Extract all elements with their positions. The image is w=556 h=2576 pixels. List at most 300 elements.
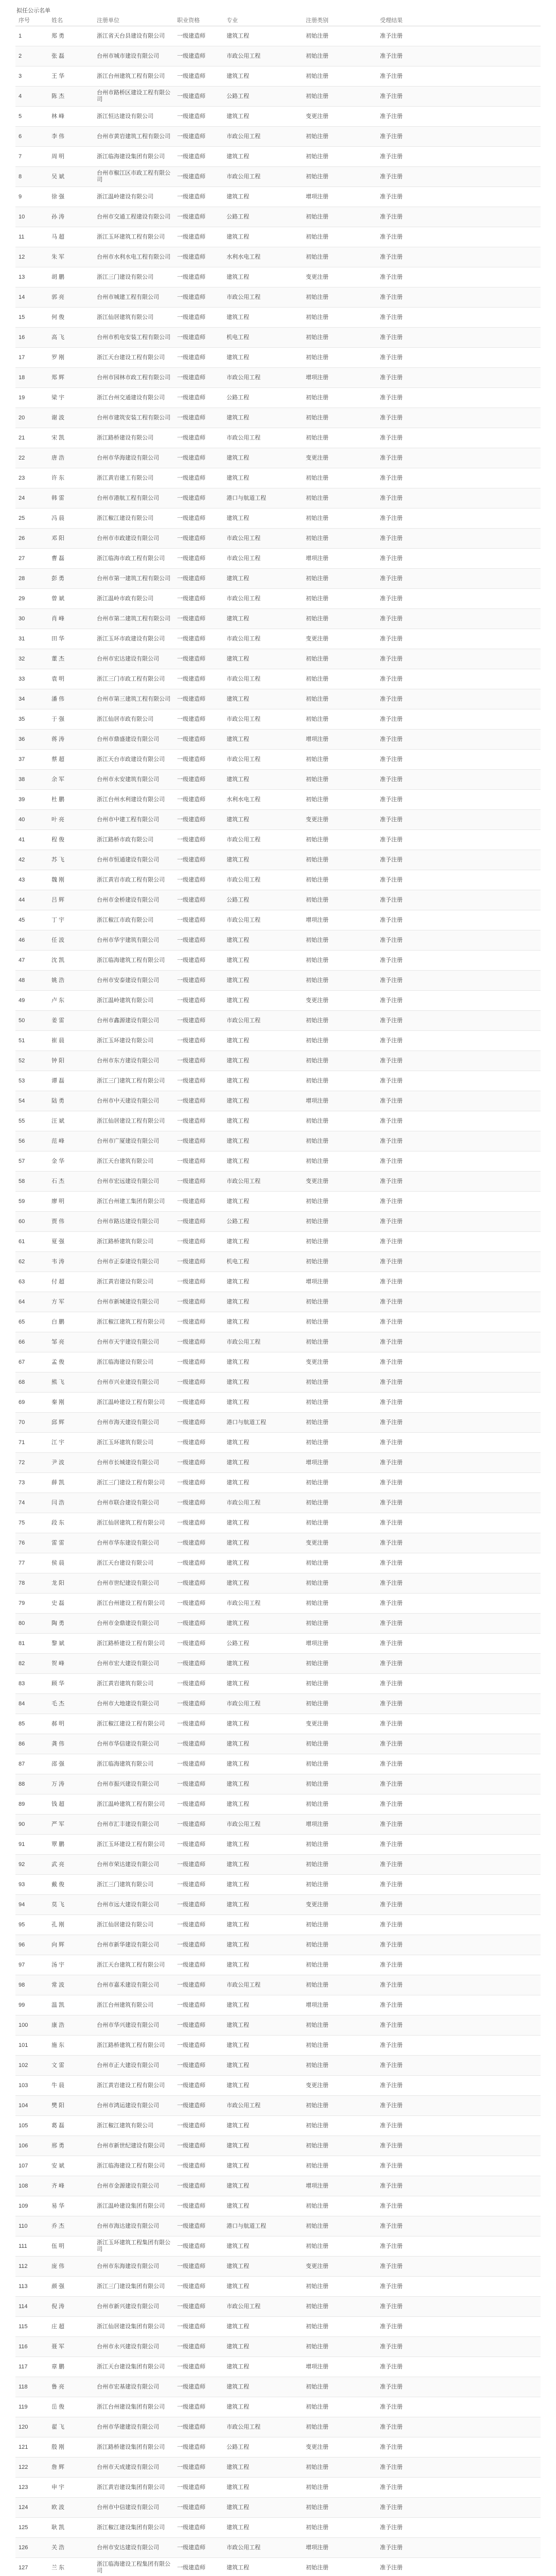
table-cell: 初始注册 <box>303 1031 377 1051</box>
table-cell: 127 <box>15 2558 48 2576</box>
table-cell: 市政公用工程 <box>223 549 303 569</box>
table-cell: 建筑工程 <box>223 1774 303 1794</box>
table-cell: 30 <box>15 609 48 629</box>
table-cell: 市政公用工程 <box>223 1975 303 1995</box>
table-row <box>15 589 541 609</box>
table-cell: 建筑工程 <box>223 1614 303 1634</box>
table-cell: 初始注册 <box>303 589 377 609</box>
table-cell: 122 <box>15 2458 48 2478</box>
table-cell: 初始注册 <box>303 1774 377 1794</box>
table-row <box>15 2277 541 2297</box>
table-cell: 初始注册 <box>303 488 377 509</box>
table-cell: 41 <box>15 830 48 850</box>
table-cell: 112 <box>15 2257 48 2277</box>
table-cell: 建筑工程 <box>223 1111 303 1131</box>
table-cell: 钱 超 <box>48 1794 94 1815</box>
table-cell: 准予注册 <box>377 870 541 890</box>
table-cell: 肖 峰 <box>48 609 94 629</box>
table-cell: 台州市路达建设有限公司 <box>94 1212 174 1232</box>
table-cell: 建筑工程 <box>223 1935 303 1955</box>
table-cell: 初始注册 <box>303 167 377 187</box>
table-cell: 马 超 <box>48 227 94 247</box>
table-cell: 市政公用工程 <box>223 669 303 689</box>
table-cell: 准予注册 <box>377 1312 541 1332</box>
table-row <box>15 810 541 830</box>
table-cell: 准予注册 <box>377 2518 541 2538</box>
table-cell: 准予注册 <box>377 1393 541 1413</box>
table-cell: 台州市新华建设有限公司 <box>94 1935 174 1955</box>
table-cell: 台州市联合建设有限公司 <box>94 1493 174 1513</box>
table-cell: 准予注册 <box>377 2437 541 2458</box>
table-cell: 10 <box>15 207 48 227</box>
table-cell: 准予注册 <box>377 2277 541 2297</box>
table-cell: 初始注册 <box>303 2377 377 2397</box>
table-cell: 准予注册 <box>377 1513 541 1533</box>
table-cell: 浙江玉环建设有限公司 <box>94 1031 174 1051</box>
table-cell: 准予注册 <box>377 569 541 589</box>
table-row <box>15 488 541 509</box>
table-cell: 准予注册 <box>377 1031 541 1051</box>
table-cell: 台州市华兴建设有限公司 <box>94 2015 174 2036</box>
table-cell: 市政公用工程 <box>223 1694 303 1714</box>
table-row <box>15 2498 541 2518</box>
table-cell: 准予注册 <box>377 2096 541 2116</box>
table-cell: 浙江温岭建设有限公司 <box>94 187 174 207</box>
table-row <box>15 850 541 870</box>
table-cell: 准予注册 <box>377 1674 541 1694</box>
table-cell: 建筑工程 <box>223 1674 303 1694</box>
table-cell: 初始注册 <box>303 1835 377 1855</box>
table-cell: 24 <box>15 488 48 509</box>
table-cell: 准予注册 <box>377 2076 541 2096</box>
table-cell: 浙江天台建筑工程有限公司 <box>94 1955 174 1975</box>
table-cell: 初始注册 <box>303 227 377 247</box>
table-cell: 80 <box>15 1614 48 1634</box>
table-row <box>15 2317 541 2337</box>
table-cell: 一级建造师 <box>174 1694 223 1714</box>
table-row <box>15 1855 541 1875</box>
table-cell: 台州市华东建设有限公司 <box>94 1533 174 1553</box>
table-cell: 市政公用工程 <box>223 589 303 609</box>
table-cell: 郝 明 <box>48 1714 94 1734</box>
table-cell: 92 <box>15 1855 48 1875</box>
table-cell: 61 <box>15 1232 48 1252</box>
table-cell: 增项注册 <box>303 1091 377 1111</box>
table-cell: 准予注册 <box>377 1071 541 1091</box>
table-cell: 准予注册 <box>377 147 541 167</box>
table-cell: 建筑工程 <box>223 1513 303 1533</box>
table-cell: 准予注册 <box>377 1232 541 1252</box>
table-cell: 25 <box>15 509 48 529</box>
table-cell: 建筑工程 <box>223 2397 303 2417</box>
table-cell: 汪 斌 <box>48 1111 94 1131</box>
table-cell: 市政公用工程 <box>223 870 303 890</box>
table-cell: 建筑工程 <box>223 951 303 971</box>
table-cell: 初始注册 <box>303 1252 377 1272</box>
table-row <box>15 750 541 770</box>
table-cell: 一级建造师 <box>174 2236 223 2257</box>
table-cell: 台州市宏大建设有限公司 <box>94 1654 174 1674</box>
table-cell: 建筑工程 <box>223 1131 303 1151</box>
table-cell: 姚 浩 <box>48 971 94 991</box>
table-cell: 变更注册 <box>303 2257 377 2277</box>
table-row <box>15 1654 541 1674</box>
table-cell: 庞 伟 <box>48 2257 94 2277</box>
table-cell: 一级建造师 <box>174 1051 223 1071</box>
table-cell: 浙江玉环建设工程有限公司 <box>94 1835 174 1855</box>
table-cell: 建筑工程 <box>223 1955 303 1975</box>
table-cell: 台州市第三建筑工程有限公司 <box>94 689 174 709</box>
table-cell: 市政公用工程 <box>223 1815 303 1835</box>
table-row <box>15 649 541 669</box>
column-header: 注册类别 <box>303 15 377 26</box>
table-cell: 准予注册 <box>377 2538 541 2558</box>
table-row <box>15 2337 541 2357</box>
table-cell: 葛 磊 <box>48 2116 94 2136</box>
table-cell: 一级建造师 <box>174 629 223 649</box>
table-cell: 公路工程 <box>223 388 303 408</box>
table-cell: 准予注册 <box>377 46 541 66</box>
table-cell: 准予注册 <box>377 1835 541 1855</box>
table-row <box>15 1573 541 1594</box>
table-cell: 67 <box>15 1352 48 1372</box>
table-cell: 姜 雷 <box>48 1011 94 1031</box>
table-cell: 台州市宏远建设有限公司 <box>94 1172 174 1192</box>
table-cell: 建筑工程 <box>223 2116 303 2136</box>
table-cell: 公路工程 <box>223 1212 303 1232</box>
table-cell: 124 <box>15 2498 48 2518</box>
table-cell: 一级建造师 <box>174 428 223 448</box>
table-row <box>15 1453 541 1473</box>
table-cell: 准予注册 <box>377 2397 541 2417</box>
table-cell: 一级建造师 <box>174 2518 223 2538</box>
table-cell: 变更注册 <box>303 267 377 287</box>
table-cell: 准予注册 <box>377 1694 541 1714</box>
table-cell: 建筑工程 <box>223 1533 303 1553</box>
table-cell: 鲁 亮 <box>48 2377 94 2397</box>
table-cell: 宋 凯 <box>48 428 94 448</box>
table-cell: 尹 波 <box>48 1453 94 1473</box>
table-cell: 一级建造师 <box>174 2337 223 2357</box>
table-cell: 台州市正大建设有限公司 <box>94 2056 174 2076</box>
table-cell: 准予注册 <box>377 1794 541 1815</box>
table-cell: 建筑工程 <box>223 2357 303 2377</box>
table-cell: 浙江三门建筑工程有限公司 <box>94 1071 174 1091</box>
table-cell: 准予注册 <box>377 167 541 187</box>
table-cell: 建筑工程 <box>223 1372 303 1393</box>
table-cell: 覃 鹏 <box>48 1835 94 1855</box>
table-cell: 建筑工程 <box>223 1553 303 1573</box>
table-cell: 12 <box>15 247 48 267</box>
table-cell: 台州市第二建筑工程有限公司 <box>94 609 174 629</box>
table-cell: 初始注册 <box>303 1935 377 1955</box>
table-row <box>15 328 541 348</box>
table-cell: 一级建造师 <box>174 1835 223 1855</box>
table-cell: 一级建造师 <box>174 2156 223 2176</box>
table-cell: 一级建造师 <box>174 2397 223 2417</box>
table-cell: 建筑工程 <box>223 2377 303 2397</box>
table-cell: 准予注册 <box>377 649 541 669</box>
table-cell: 56 <box>15 1131 48 1151</box>
table-cell: 台州市华海建设有限公司 <box>94 448 174 468</box>
table-cell: 浙江椒江建设集团有限公司 <box>94 2518 174 2538</box>
table-cell: 97 <box>15 1955 48 1975</box>
table-cell: 一级建造师 <box>174 750 223 770</box>
table-row <box>15 2437 541 2458</box>
table-cell: 初始注册 <box>303 1372 377 1393</box>
table-cell: 段 东 <box>48 1513 94 1533</box>
table-cell: 准予注册 <box>377 488 541 509</box>
table-cell: 建筑工程 <box>223 1433 303 1453</box>
table-cell: 聂 军 <box>48 2337 94 2357</box>
table-row <box>15 1151 541 1172</box>
table-cell: 109 <box>15 2196 48 2216</box>
table-cell: 准予注册 <box>377 830 541 850</box>
table-cell: 一级建造师 <box>174 1453 223 1473</box>
table-cell: 一级建造师 <box>174 1815 223 1835</box>
table-row <box>15 87 541 107</box>
table-cell: 建筑工程 <box>223 1071 303 1091</box>
table-cell: 浙江椒江建设有限公司 <box>94 509 174 529</box>
table-row <box>15 2518 541 2538</box>
table-cell: 黎 斌 <box>48 1634 94 1654</box>
table-cell: 初始注册 <box>303 2096 377 2116</box>
table-cell: 36 <box>15 730 48 750</box>
table-cell: 准予注册 <box>377 1493 541 1513</box>
table-cell: 17 <box>15 348 48 368</box>
table-cell: 市政公用工程 <box>223 1493 303 1513</box>
table-cell: 浙江台州建工集团有限公司 <box>94 1192 174 1212</box>
table-cell: 建筑工程 <box>223 1995 303 2015</box>
table-cell: 公路工程 <box>223 87 303 107</box>
table-cell: 市政公用工程 <box>223 1332 303 1352</box>
table-cell: 初始注册 <box>303 2056 377 2076</box>
table-cell: 牛 晨 <box>48 2076 94 2096</box>
table-cell: 一级建造师 <box>174 1975 223 1995</box>
table-cell: 何 俊 <box>48 308 94 328</box>
table-row <box>15 2458 541 2478</box>
table-cell: 126 <box>15 2538 48 2558</box>
table-cell: 变更注册 <box>303 448 377 468</box>
table-cell: 准予注册 <box>377 227 541 247</box>
table-cell: 袁 明 <box>48 669 94 689</box>
table-row <box>15 187 541 207</box>
table-cell: 准予注册 <box>377 1975 541 1995</box>
table-cell: 57 <box>15 1151 48 1172</box>
table-cell: 张 磊 <box>48 46 94 66</box>
table-cell: 一级建造师 <box>174 2056 223 2076</box>
table-cell: 魏 刚 <box>48 870 94 890</box>
table-cell: 一级建造师 <box>174 770 223 790</box>
table-cell: 建筑工程 <box>223 770 303 790</box>
table-cell: 一级建造师 <box>174 267 223 287</box>
table-cell: 翟 飞 <box>48 2417 94 2437</box>
table-cell: 变更注册 <box>303 1714 377 1734</box>
table-cell: 初始注册 <box>303 2478 377 2498</box>
table-cell: 方 军 <box>48 1292 94 1312</box>
table-cell: 龙 阳 <box>48 1573 94 1594</box>
table-cell: 向 辉 <box>48 1935 94 1955</box>
table-cell: 殷 刚 <box>48 2437 94 2458</box>
table-row <box>15 1091 541 1111</box>
table-cell: 准予注册 <box>377 1332 541 1352</box>
table-cell: 准予注册 <box>377 1714 541 1734</box>
table-cell: 65 <box>15 1312 48 1332</box>
table-cell: 建筑工程 <box>223 850 303 870</box>
table-cell: 准予注册 <box>377 1875 541 1895</box>
table-cell: 浙江仙居建设集团有限公司 <box>94 2317 174 2337</box>
table-cell: 徐 强 <box>48 187 94 207</box>
table-cell: 初始注册 <box>303 529 377 549</box>
table-cell: 115 <box>15 2317 48 2337</box>
table-cell: 准予注册 <box>377 1855 541 1875</box>
table-cell: 建筑工程 <box>223 730 303 750</box>
table-cell: 一级建造师 <box>174 1413 223 1433</box>
table-cell: 增项注册 <box>303 2538 377 2558</box>
table-cell: 初始注册 <box>303 850 377 870</box>
table-cell: 台州市宏基建设有限公司 <box>94 2377 174 2397</box>
table-cell: 增项注册 <box>303 1272 377 1292</box>
table-cell: 台州市港航工程有限公司 <box>94 488 174 509</box>
table-cell: 116 <box>15 2337 48 2357</box>
table-cell: 81 <box>15 1634 48 1654</box>
table-cell: 一级建造师 <box>174 308 223 328</box>
table-cell: 一级建造师 <box>174 1292 223 1312</box>
table-cell: 准予注册 <box>377 1815 541 1835</box>
table-cell: 准予注册 <box>377 107 541 127</box>
table-cell: 建筑工程 <box>223 2337 303 2357</box>
table-cell: 104 <box>15 2096 48 2116</box>
table-cell: 准予注册 <box>377 750 541 770</box>
table-cell: 准予注册 <box>377 1172 541 1192</box>
table-cell: 吴 斌 <box>48 167 94 187</box>
table-cell: 98 <box>15 1975 48 1995</box>
table-cell: 武 亮 <box>48 1855 94 1875</box>
table-cell: 建筑工程 <box>223 1573 303 1594</box>
table-cell: 一级建造师 <box>174 147 223 167</box>
table-cell: 准予注册 <box>377 1915 541 1935</box>
table-cell: 市政公用工程 <box>223 910 303 930</box>
table-cell: 建筑工程 <box>223 348 303 368</box>
table-row <box>15 730 541 750</box>
table-cell: 初始注册 <box>303 509 377 529</box>
table-cell: 一级建造师 <box>174 1393 223 1413</box>
table-cell: 一级建造师 <box>174 991 223 1011</box>
table-cell: 一级建造师 <box>174 2458 223 2478</box>
table-cell: 施 东 <box>48 2036 94 2056</box>
table-cell: 准予注册 <box>377 930 541 951</box>
table-cell: 台州市远大建设有限公司 <box>94 1895 174 1915</box>
table-cell: 浙江天台建设工程有限公司 <box>94 348 174 368</box>
table-cell: 38 <box>15 770 48 790</box>
table-cell: 初始注册 <box>303 1734 377 1754</box>
table-cell: 111 <box>15 2236 48 2257</box>
table-row <box>15 2096 541 2116</box>
table-cell: 建筑工程 <box>223 2518 303 2538</box>
table-cell: 初始注册 <box>303 649 377 669</box>
table-cell: 白 鹏 <box>48 1312 94 1332</box>
table-cell: 一级建造师 <box>174 529 223 549</box>
table-row <box>15 1312 541 1332</box>
table-row <box>15 1513 541 1533</box>
table-cell: 林 峰 <box>48 107 94 127</box>
column-header: 受理结果 <box>377 15 541 26</box>
table-cell: 浙江临海建设工程有限公司 <box>94 2156 174 2176</box>
table-cell: 准予注册 <box>377 87 541 107</box>
table-row <box>15 147 541 167</box>
table-cell: 建筑工程 <box>223 448 303 468</box>
table-cell: 市政公用工程 <box>223 1172 303 1192</box>
table-cell: 浙江黄岩建设工程有限公司 <box>94 2076 174 2096</box>
table-row <box>15 2558 541 2576</box>
table-cell: 变更注册 <box>303 107 377 127</box>
table-cell: 一级建造师 <box>174 1915 223 1935</box>
table-cell: 初始注册 <box>303 1433 377 1453</box>
table-cell: 一级建造师 <box>174 689 223 709</box>
table-cell: 建筑工程 <box>223 308 303 328</box>
table-cell: 范 峰 <box>48 1131 94 1151</box>
table-cell: 准予注册 <box>377 790 541 810</box>
table-cell: 一级建造师 <box>174 2196 223 2216</box>
table-cell: 增项注册 <box>303 1815 377 1835</box>
table-row <box>15 46 541 66</box>
table-cell: 初始注册 <box>303 1553 377 1573</box>
table-cell: 港口与航道工程 <box>223 1413 303 1433</box>
table-cell: 初始注册 <box>303 2558 377 2576</box>
table-row <box>15 107 541 127</box>
table-cell: 初始注册 <box>303 1111 377 1131</box>
table-cell: 建筑工程 <box>223 267 303 287</box>
table-cell: 浙江台州建设工程有限公司 <box>94 1594 174 1614</box>
table-cell: 准予注册 <box>377 1594 541 1614</box>
table-row <box>15 569 541 589</box>
table-cell: 叶 亮 <box>48 810 94 830</box>
table-cell: 台州市黄岩建筑工程有限公司 <box>94 127 174 147</box>
table-cell: 准予注册 <box>377 609 541 629</box>
table-cell: 初始注册 <box>303 790 377 810</box>
table-cell: 市政公用工程 <box>223 750 303 770</box>
table-cell: 初始注册 <box>303 1594 377 1614</box>
table-cell: 初始注册 <box>303 2015 377 2036</box>
table-row <box>15 1232 541 1252</box>
table-cell: 一级建造师 <box>174 1573 223 1594</box>
table-cell: 台州市正泰建设有限公司 <box>94 1252 174 1272</box>
table-cell: 增项注册 <box>303 2357 377 2377</box>
table-cell: 一级建造师 <box>174 2317 223 2337</box>
table-cell: 朱 军 <box>48 247 94 267</box>
table-cell: 台州市新世纪建设有限公司 <box>94 2136 174 2156</box>
table-cell: 伍 明 <box>48 2236 94 2257</box>
table-cell: 准予注册 <box>377 468 541 488</box>
column-header: 职业资格 <box>174 15 223 26</box>
table-cell: 秦 刚 <box>48 1393 94 1413</box>
table-cell: 常 波 <box>48 1975 94 1995</box>
table-row <box>15 1714 541 1734</box>
table-cell: 99 <box>15 1995 48 2015</box>
table-cell: 准予注册 <box>377 308 541 328</box>
table-cell: 建筑工程 <box>223 1453 303 1473</box>
table-row <box>15 1935 541 1955</box>
table-cell: 准予注册 <box>377 971 541 991</box>
table-row <box>15 971 541 991</box>
table-cell: 准予注册 <box>377 2257 541 2277</box>
table-cell: 台州市市政建设有限公司 <box>94 529 174 549</box>
table-cell: 23 <box>15 468 48 488</box>
table-cell: 125 <box>15 2518 48 2538</box>
table-cell: 准予注册 <box>377 207 541 227</box>
table-cell: 浙江黄岩建筑有限公司 <box>94 1674 174 1694</box>
table-cell: 浙江台州水利建设有限公司 <box>94 790 174 810</box>
